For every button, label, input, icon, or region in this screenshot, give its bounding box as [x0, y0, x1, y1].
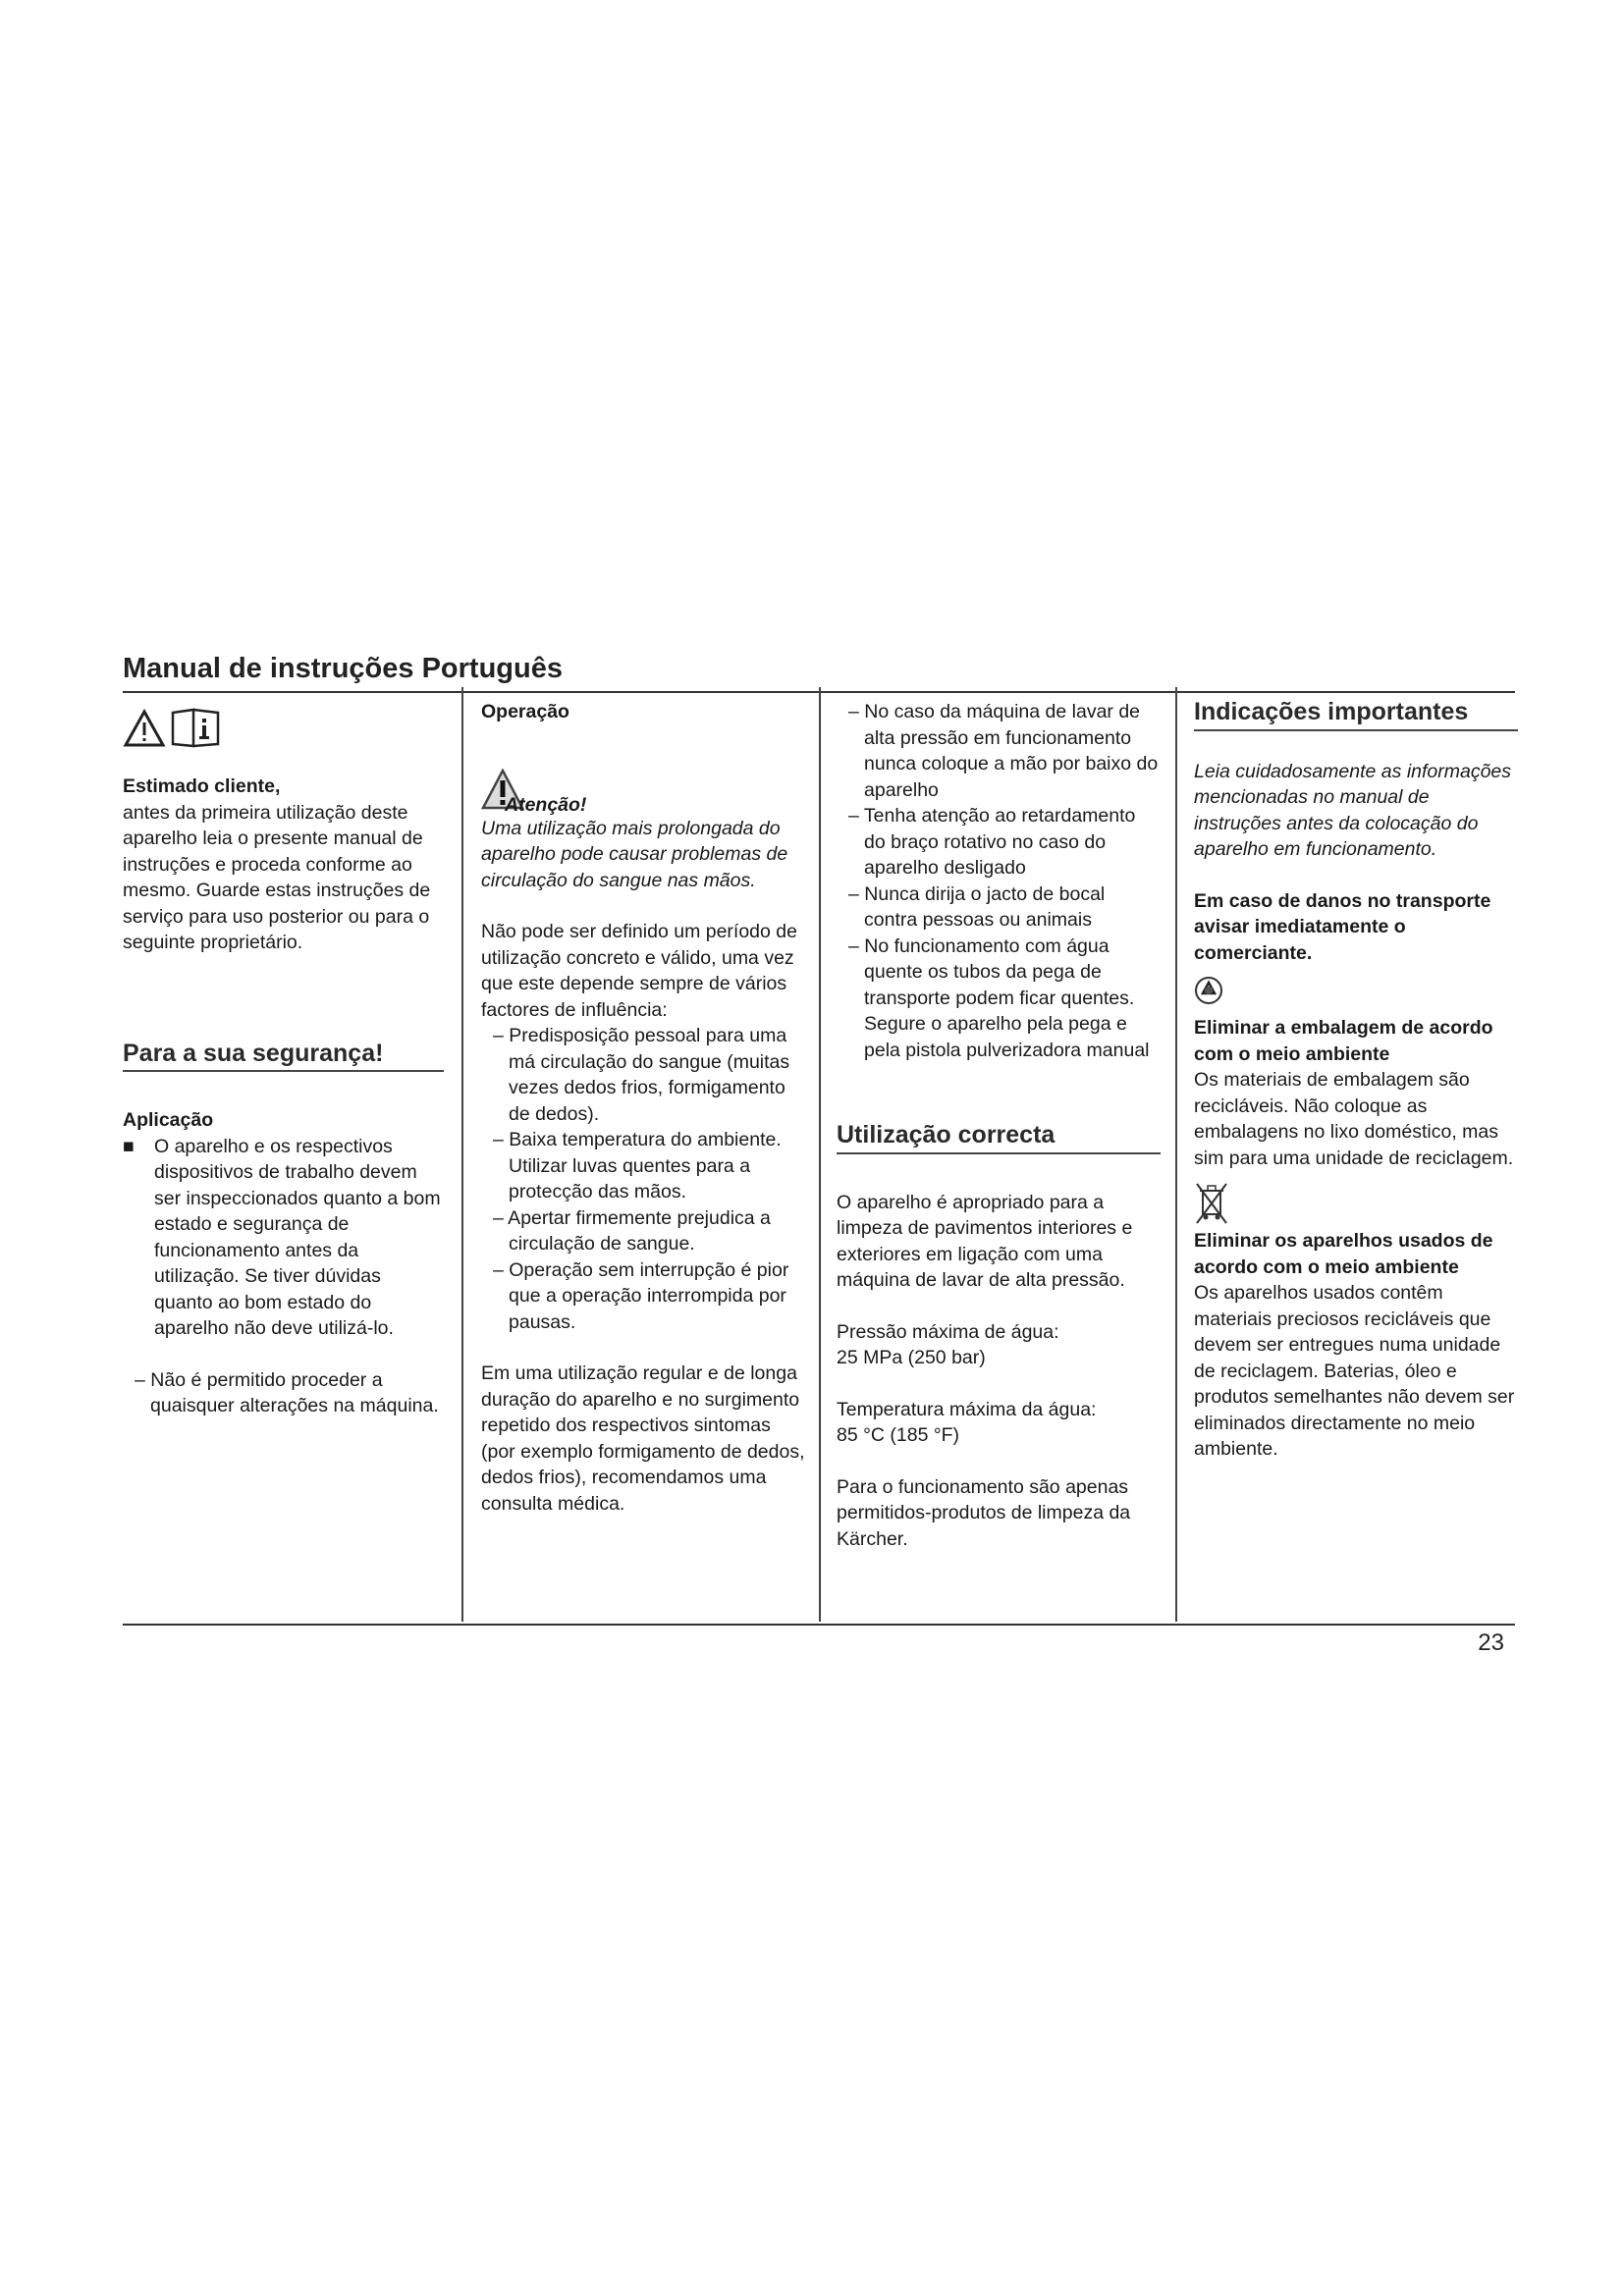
- page-number: 23: [1478, 1629, 1504, 1656]
- transport-text: Em caso de danos no transporte avisar imediatamente o comerciante.: [1194, 889, 1491, 964]
- pressure-value: 25 MPa (250 bar): [837, 1347, 986, 1368]
- list-item: – Baixa temperatura do ambiente. Utilizar luvas quentes para a protecção das mãos.: [493, 1129, 782, 1202]
- list-item: – No funcionamento com água quente os tubos da pega de transporte podem ficar quentes. Segure o aparelho pela pega e pela pistola pulverizadora manual: [848, 934, 1150, 1061]
- bullet-text: O aparelho e os respectivos dispositivos de trabalho devem ser inspeccionados quanto a bom estado e segurança de funcionamento antes da utilização. Se tiver dúvidas quanto ao bom estado do aparelho não deve utilizá-lo.: [154, 1135, 441, 1339]
- column-divider: [1175, 687, 1177, 1622]
- column-divider: [461, 687, 463, 1622]
- warning-title: Atenção!: [505, 793, 587, 816]
- packaging-title: Eliminar a embalagem de acordo com o meio ambiente: [1194, 1017, 1493, 1065]
- footer-rule: [123, 1624, 1515, 1626]
- greeting-text: antes da primeira utilização deste aparelho leia o presente manual de instruções e proceda conforme ao mesmo. Guarde estas instruções de serviço para uso posterior ou para o seguinte proprietário.: [123, 801, 431, 953]
- crossed-bin-icon: [1194, 1181, 1229, 1226]
- packaging-text: Os materiais de embalagem são recicláveis. Não coloque as embalagens no lixo doméstico, mas sim para uma unidade de reciclagem.: [1194, 1069, 1514, 1169]
- list-item: – Predisposição pessoal para uma má circulação do sangue (muitas vezes dedos frios, formigamento de dedos).: [493, 1025, 790, 1125]
- operation-title: Operação: [481, 701, 569, 722]
- bullet-square-icon: ■: [123, 1135, 135, 1157]
- influence-paragraph: Não pode ser definido um período de utilização concreto e válido, uma vez que este depende sempre de vários factores de influência:: [481, 921, 797, 1021]
- column-4: [1194, 699, 1518, 1463]
- warning-triangle-icon: [123, 709, 166, 748]
- recommendation-paragraph: Em uma utilização regular e de longa duração do aparelho e no surgimento repetido dos respectivos sintomas (por exemplo formigamento de dedos, dedos frios), recomendamos uma consulta médica.: [481, 1362, 805, 1515]
- recycle-icon: [1194, 976, 1223, 1005]
- column-2: [481, 699, 805, 1517]
- greeting-title: Estimado cliente,: [123, 775, 281, 797]
- list-item: – No caso da máquina de lavar de alta pressão em funcionamento nunca coloque a mão por baixo do aparelho: [848, 701, 1159, 801]
- manual-info-icon: [170, 707, 221, 748]
- page-title: Manual de instruções Português: [123, 653, 563, 684]
- recycle-block: [1194, 976, 1518, 1011]
- bin-block: [1194, 1181, 1518, 1228]
- devices-title: Eliminar os aparelhos usados de acordo com o meio ambiente: [1194, 1230, 1493, 1278]
- temp-value: 85 °C (185 °F): [837, 1424, 960, 1446]
- cleaning-text: Para o funcionamento são apenas permitidos-produtos de limpeza da Kärcher.: [837, 1475, 1131, 1550]
- warning-block: [481, 765, 805, 816]
- dash-item: – Não é permitido proceder a quaisquer alterações na máquina.: [135, 1368, 439, 1416]
- devices-text: Os aparelhos usados contêm materiais preciosos recicláveis que devem ser entregues numa unidade de reciclagem. Baterias, óleo e produtos semelhantes não devem ser eliminados directamente no meio ambiente.: [1194, 1282, 1515, 1460]
- safety-title: Para a sua segurança!: [123, 1041, 444, 1073]
- column-1: [123, 699, 444, 1419]
- list-item: – Apertar firmemente prejudica a circulação de sangue.: [493, 1206, 771, 1255]
- usage-text: O aparelho é apropriado para a limpeza de pavimentos interiores e exteriores em ligação com uma máquina de lavar de alta pressão.: [837, 1191, 1133, 1291]
- temp-label: Temperatura máxima da água:: [837, 1398, 1097, 1420]
- intro-text: Leia cuidadosamente as informações mencionadas no manual de instruções antes da colocação do aparelho em funcionamento.: [1194, 760, 1512, 860]
- pressure-label: Pressão máxima de água:: [837, 1320, 1059, 1343]
- list-item: – Nunca dirija o jacto de bocal contra pessoas ou animais: [848, 882, 1106, 931]
- usage-title: Utilização correcta: [837, 1122, 1161, 1154]
- list-item: – Operação sem interrupção é pior que a operação interrompida por pausas.: [493, 1258, 789, 1333]
- list-item: – Tenha atenção ao retardamento do braço rotativo no caso do aparelho desligado: [848, 805, 1136, 879]
- safety-icons: [123, 699, 444, 748]
- column-divider: [819, 687, 821, 1622]
- important-title: Indicações importantes: [1194, 699, 1518, 731]
- bullet-item: [123, 1134, 444, 1342]
- column-3: [837, 699, 1161, 1552]
- warning-text: Uma utilização mais prolongada do aparelho pode causar problemas de circulação do sangue nas mãos.: [481, 817, 788, 891]
- application-title: Aplicação: [123, 1109, 214, 1131]
